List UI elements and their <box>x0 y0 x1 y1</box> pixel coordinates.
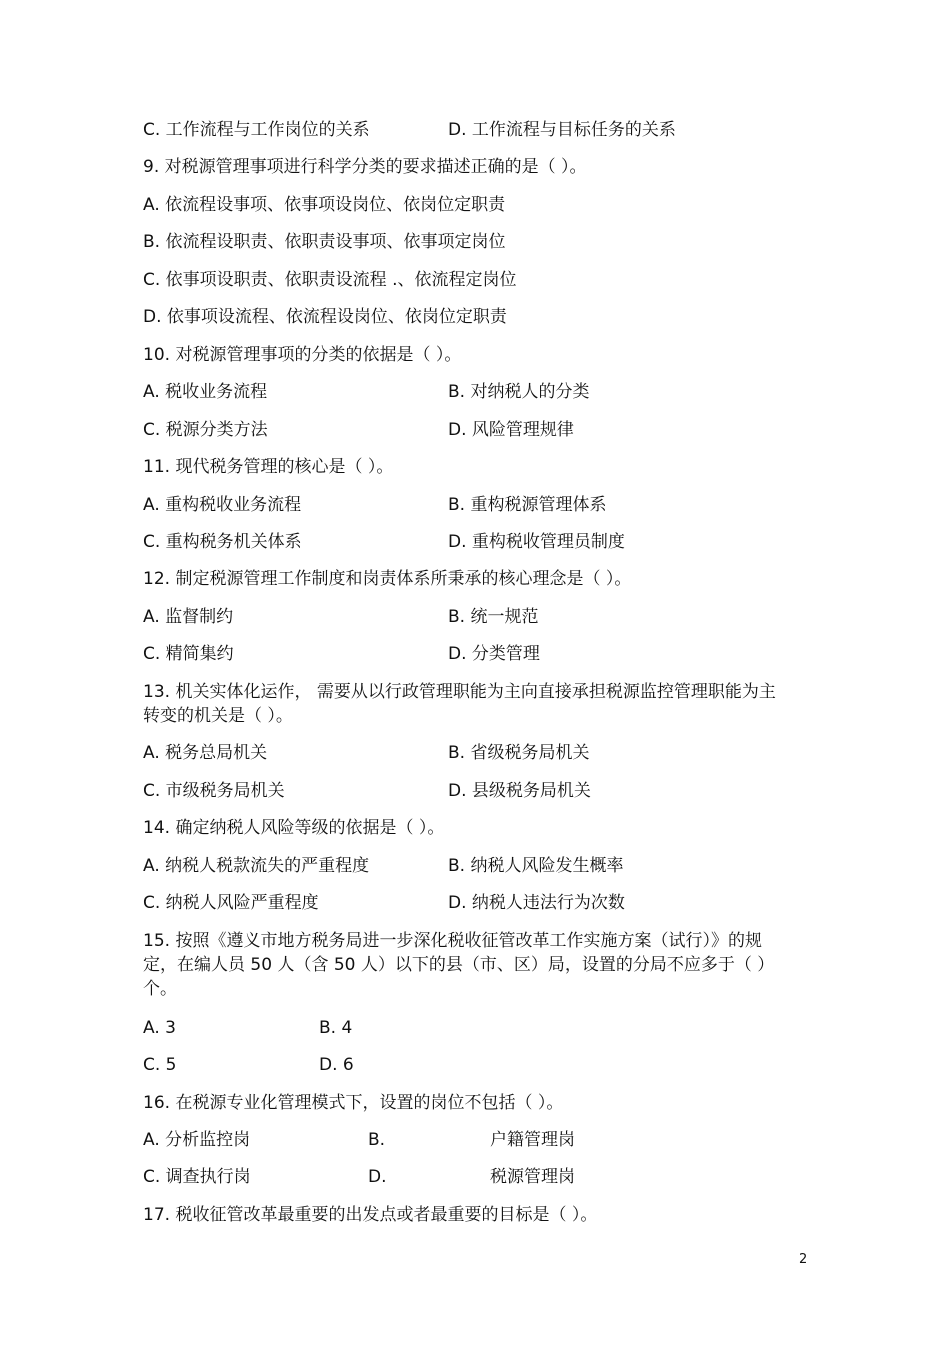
question-9: 9. 对税源管理事项进行科学分类的要求描述正确的是（ ）。 <box>143 157 587 177</box>
option-b: B. 4 <box>319 1018 353 1038</box>
option-a: A. 税务总局机关 <box>143 743 268 763</box>
question-17: 17. 税收征管改革最重要的出发点或者最重要的目标是（ ）。 <box>143 1205 598 1225</box>
question-13: 13. 机关实体化运作， 需要从以行政管理职能为主向直接承担税源监控管理职能为主转变的机关是（ ）。 <box>143 682 776 726</box>
option-a: A. 3 <box>143 1018 176 1038</box>
option-b: B. 重构税源管理体系 <box>448 495 607 515</box>
option-row <box>143 419 574 441</box>
option-row <box>143 742 590 764</box>
option-a: A. 分析监控岗 <box>143 1130 251 1150</box>
option-b: B. 统一规范 <box>448 607 539 627</box>
option-a: A. 税收业务流程 <box>143 382 268 402</box>
option-d: D. 重构税收管理员制度 <box>448 532 625 552</box>
option-row <box>143 119 676 141</box>
option-row <box>143 531 625 553</box>
option-row <box>143 643 540 665</box>
option-d-text: 税源管理岗 <box>490 1167 575 1187</box>
option-d: D. 纳税人违法行为次数 <box>448 893 625 913</box>
option-b: B. 省级税务局机关 <box>448 743 590 763</box>
option-row <box>143 892 625 914</box>
option-b: B. 对纳税人的分类 <box>448 382 590 402</box>
option-row <box>143 494 607 516</box>
question-10: 10. 对税源管理事项的分类的依据是（ ）。 <box>143 345 462 365</box>
option-a: A. 依流程设事项、依事项设岗位、依岗位定职责 <box>143 195 506 215</box>
option-c: C. 调查执行岗 <box>143 1167 251 1187</box>
question-15: 15. 按照《遵义市地方税务局进一步深化税收征管改革工作实施方案（试行）》的规定，在编人员 50 人（含 50 人）以下的县（市、区）局，设置的分局不应多于（ ）个。 <box>143 931 775 999</box>
question-16: 16. 在税源专业化管理模式下，设置的岗位不包括（ ）。 <box>143 1093 564 1113</box>
option-c: C. 精简集约 <box>143 644 234 664</box>
option-c: C. 税源分类方法 <box>143 420 268 440</box>
option-d: D. 分类管理 <box>448 644 540 664</box>
page-number: 2 <box>799 1252 808 1267</box>
option-b: B. 纳税人风险发生概率 <box>448 856 624 876</box>
option-c: C. 5 <box>143 1055 177 1075</box>
option-a: A. 重构税收业务流程 <box>143 495 302 515</box>
option-row <box>143 1129 575 1151</box>
option-d: D. 工作流程与目标任务的关系 <box>448 120 676 140</box>
option-row <box>143 1054 354 1076</box>
option-b: B. <box>368 1130 386 1150</box>
option-c: C. 纳税人风险严重程度 <box>143 893 319 913</box>
option-row <box>143 780 591 802</box>
option-d: D. 县级税务局机关 <box>448 781 591 801</box>
question-11: 11. 现代税务管理的核心是（ ）。 <box>143 457 394 477</box>
option-d: D. 依事项设流程、依流程设岗位、依岗位定职责 <box>143 307 507 327</box>
option-c: C. 依事项设职责、依职责设流程 .、依流程定岗位 <box>143 270 517 290</box>
option-c: C. 重构税务机关体系 <box>143 532 302 552</box>
question-12: 12. 制定税源管理工作制度和岗责体系所秉承的核心理念是（ ）。 <box>143 569 632 589</box>
option-b: B. 依流程设职责、依职责设事项、依事项定岗位 <box>143 232 506 252</box>
question-14: 14. 确定纳税人风险等级的依据是（ ）。 <box>143 818 445 838</box>
option-c: C. 市级税务局机关 <box>143 781 285 801</box>
option-a: A. 监督制约 <box>143 607 234 627</box>
option-d: D. 风险管理规律 <box>448 420 574 440</box>
option-row <box>143 855 624 877</box>
option-row <box>143 1166 575 1188</box>
option-c: C. 工作流程与工作岗位的关系 <box>143 120 370 140</box>
option-row <box>143 381 590 403</box>
option-a: A. 纳税人税款流失的严重程度 <box>143 856 370 876</box>
option-row <box>143 1017 353 1039</box>
option-d: D. 6 <box>319 1055 354 1075</box>
option-d: D. <box>368 1167 387 1187</box>
option-row <box>143 606 539 628</box>
option-b-text: 户籍管理岗 <box>490 1130 575 1150</box>
